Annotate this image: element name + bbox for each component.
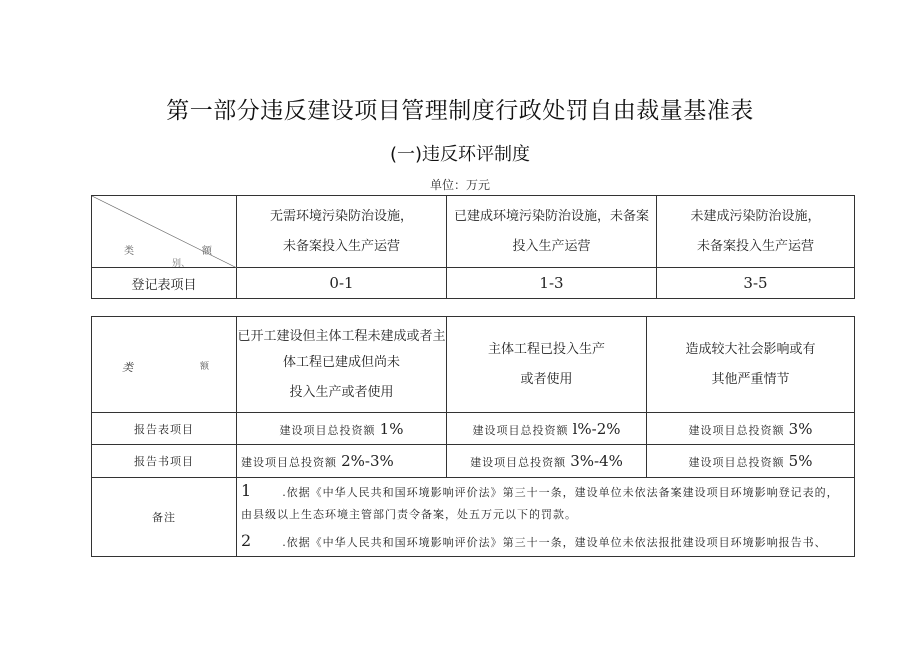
diagonal-line	[92, 196, 237, 268]
table-header-row	[92, 317, 855, 413]
header-line: 造成较大社会影响或有	[685, 341, 816, 357]
page-title: 第一部分违反建设项目管理制度行政处罚自由裁量基准表	[166, 98, 754, 124]
cell-text: 建设项目总投资额	[470, 456, 567, 469]
corner-label-a: 类	[122, 361, 133, 374]
header-line: 无需环境污染防治设施，	[269, 208, 413, 224]
table-header-row	[92, 196, 855, 268]
table-row	[92, 268, 855, 299]
table-cell	[647, 445, 855, 478]
header-line: 主体工程已投入生产	[487, 341, 605, 357]
header-line: 未备案投入生产运营	[282, 238, 400, 254]
table-cell: 0-1	[237, 268, 447, 299]
note-number: 1	[241, 481, 253, 500]
row-label: 报告表项目	[92, 413, 237, 445]
cell-text: 建设项目总投资额	[688, 456, 785, 469]
corner-cell	[92, 196, 237, 268]
header-line: 未建成污染防治设施，	[690, 208, 821, 224]
cell-percent: 5%	[788, 452, 813, 470]
cell-percent: 3%	[788, 419, 813, 438]
cell-percent: 2%-3%	[341, 452, 394, 470]
header-line: 或者使用	[520, 371, 573, 387]
header-line: 已开工建设但主体工程未建成或者主	[237, 328, 446, 344]
column-header	[237, 317, 447, 413]
cell-text: 建设项目总投资额	[472, 423, 569, 437]
cell-text: 建设项目总投资额	[241, 456, 337, 469]
column-header	[447, 317, 647, 413]
unit-label: 单位：万元	[429, 178, 490, 192]
column-header	[447, 196, 657, 268]
table-cell	[447, 445, 647, 478]
header-line: 未备案投入生产运营	[696, 238, 814, 254]
column-header	[657, 196, 855, 268]
cell-percent: 3%-4%	[570, 452, 623, 470]
table-cell	[647, 413, 855, 445]
note-text: .依据《中华人民共和国环境影响评价法》第三十一条，建设单位未依法备案建设项目环境影响登记表的，由县级以上生态环境主管部门责令备案，处五万元以下的罚款。	[241, 486, 839, 521]
corner-label-b: 额	[200, 362, 210, 372]
report-table	[91, 316, 855, 557]
column-header	[647, 317, 855, 413]
note-number: 2	[241, 531, 253, 550]
header-line: 体工程已建成但尚未	[282, 354, 400, 370]
corner-label-c: 别、	[172, 259, 191, 269]
table-row	[92, 413, 855, 445]
header-line: 投入生产或者使用	[289, 384, 394, 400]
header-line: 其他严重情节	[711, 371, 790, 387]
table-cell: 3-5	[657, 268, 855, 299]
note-row	[92, 478, 855, 557]
header-line: 已建成环境污染防治设施，未备案	[453, 208, 649, 224]
table-cell: 1-3	[447, 268, 657, 299]
header-line: 投入生产运营	[512, 238, 591, 254]
column-header	[237, 196, 447, 268]
row-label: 报告书项目	[92, 445, 237, 478]
note-item	[241, 530, 850, 554]
row-label: 登记表项目	[92, 268, 237, 299]
table-cell	[237, 445, 447, 478]
cell-percent: l%-2%	[572, 419, 621, 438]
table-row	[92, 445, 855, 478]
corner-cell	[92, 317, 237, 413]
note-content	[237, 478, 855, 557]
corner-label-a: 类	[124, 246, 134, 257]
note-item	[241, 480, 850, 526]
cell-text: 建设项目总投资额	[688, 423, 785, 437]
cell-percent: 1%	[379, 419, 404, 438]
table-cell	[447, 413, 647, 445]
section-subtitle: (一)违反环评制度	[389, 144, 531, 165]
registration-table	[91, 195, 855, 299]
corner-label-b: 额	[202, 246, 212, 257]
note-label: 备注	[92, 478, 237, 557]
cell-text: 建设项目总投资额	[279, 423, 376, 437]
table-cell	[237, 413, 447, 445]
note-text: .依据《中华人民共和国环境影响评价法》第三十一条，建设单位未依法报批建设项目环境影响报告书、	[282, 536, 827, 549]
